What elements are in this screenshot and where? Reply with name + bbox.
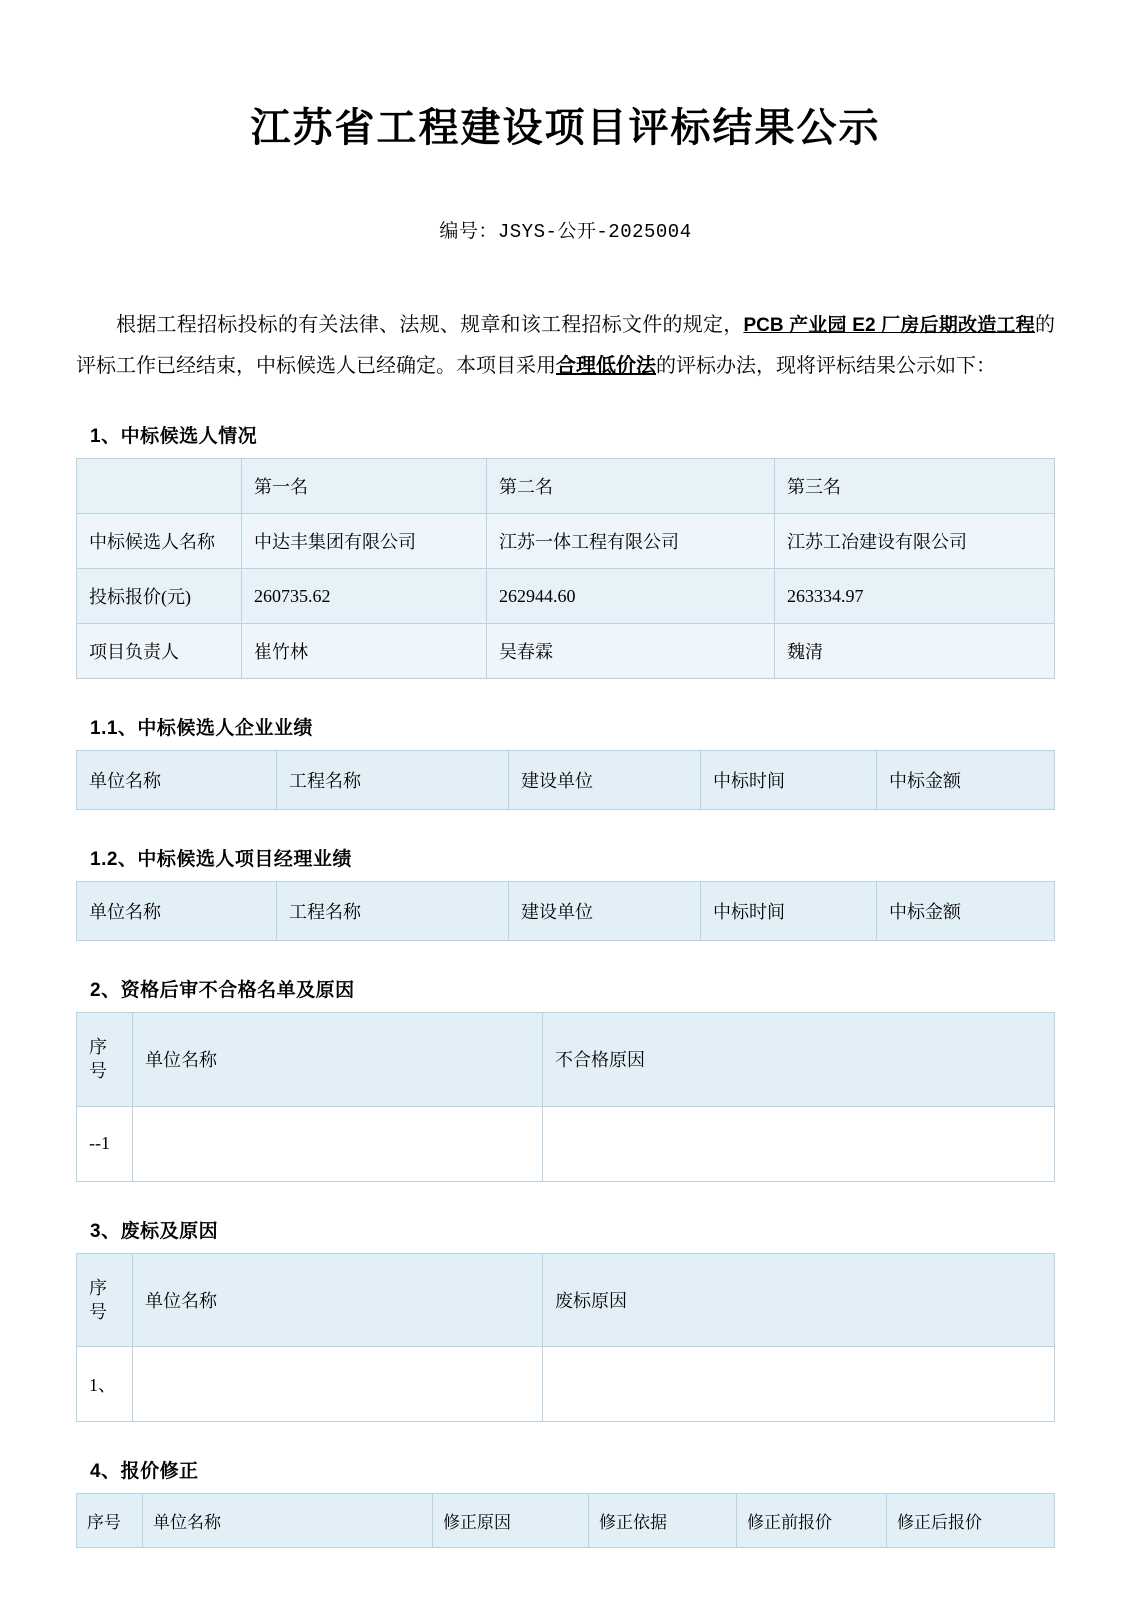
candidate-1-name: 中达丰集团有限公司	[242, 514, 487, 569]
candidate-2-manager: 吴春霖	[487, 624, 775, 679]
table-row	[77, 882, 1055, 941]
candidate-3-price: 263334.97	[775, 569, 1055, 624]
section-heading-price-correction: 4、报价修正	[90, 1461, 199, 1483]
candidate-2-price: 262944.60	[487, 569, 775, 624]
table-row	[77, 1253, 1055, 1347]
table-row	[77, 1347, 1055, 1422]
candidates-table	[76, 458, 1055, 679]
unqualified-col-unit: 单位名称	[133, 1013, 543, 1107]
table-row	[77, 1494, 1055, 1548]
intro-project-name: PCB 产业园 E2 厂房后期改造工程	[743, 315, 1035, 336]
correction-col-before: 修正前报价	[737, 1494, 887, 1548]
correction-col-unit: 单位名称	[143, 1494, 433, 1548]
candidate-3-name: 江苏工冶建设有限公司	[775, 514, 1055, 569]
correction-col-after: 修正后报价	[887, 1494, 1055, 1548]
invalid-row-seq: 1、	[77, 1347, 133, 1422]
candidates-col-3: 第三名	[775, 459, 1055, 514]
unqualified-row-seq: --1	[77, 1106, 133, 1181]
table-row	[77, 569, 1055, 624]
correction-col-reason: 修正原因	[433, 1494, 589, 1548]
correction-col-seq: 序号	[77, 1494, 143, 1548]
row-label-manager: 项目负责人	[77, 624, 242, 679]
manager-col-amount: 中标金额	[877, 882, 1055, 941]
unqualified-col-seq: 序号	[77, 1013, 133, 1107]
correction-col-basis: 修正依据	[589, 1494, 737, 1548]
manager-col-unit: 单位名称	[77, 882, 277, 941]
manager-col-date: 中标时间	[701, 882, 877, 941]
enterprise-performance-table	[76, 750, 1055, 810]
candidates-col-1: 第一名	[242, 459, 487, 514]
intro-paragraph	[76, 305, 1055, 387]
intro-evaluation-method: 合理低价法	[556, 355, 656, 377]
table-row	[77, 514, 1055, 569]
intro-text-part2: 的评标工作已经结束，中标候选人已经确定。本项目采用	[76, 314, 1055, 377]
table-row	[77, 1013, 1055, 1107]
invalid-col-unit: 单位名称	[133, 1253, 543, 1347]
intro-text-part1: 根据工程招标投标的有关法律、法规、规章和该工程招标文件的规定，	[116, 314, 744, 336]
invalid-col-reason: 废标原因	[543, 1253, 1055, 1347]
section-heading-unqualified: 2、资格后审不合格名单及原因	[90, 980, 355, 1001]
candidate-1-manager: 崔竹林	[242, 624, 487, 679]
section-heading-invalid-bids: 3、废标及原因	[90, 1220, 219, 1242]
section-heading-manager-performance: 1.2、中标候选人项目经理业绩	[90, 849, 352, 870]
invalid-row-unit	[133, 1347, 543, 1422]
manager-performance-table	[76, 881, 1055, 941]
intro-text-part3: 的评标办法，现将评标结果公示如下：	[656, 355, 996, 377]
unqualified-row-unit	[133, 1106, 543, 1181]
manager-col-project: 工程名称	[277, 882, 509, 941]
enterprise-col-unit: 单位名称	[77, 751, 277, 810]
candidate-2-name: 江苏一体工程有限公司	[487, 514, 775, 569]
unqualified-col-reason: 不合格原因	[543, 1013, 1055, 1107]
document-number: 编号：JSYS-公开-2025004	[439, 221, 692, 243]
enterprise-col-date: 中标时间	[701, 751, 877, 810]
unqualified-table	[76, 1012, 1055, 1182]
enterprise-col-project: 工程名称	[277, 751, 509, 810]
enterprise-col-amount: 中标金额	[877, 751, 1055, 810]
unqualified-row-reason	[543, 1106, 1055, 1181]
section-heading-enterprise-performance: 1.1、中标候选人企业业绩	[90, 718, 313, 739]
row-label-name: 中标候选人名称	[77, 514, 242, 569]
row-label-price: 投标报价(元)	[77, 569, 242, 624]
enterprise-col-owner: 建设单位	[509, 751, 701, 810]
table-row	[77, 459, 1055, 514]
table-row	[77, 1106, 1055, 1181]
table-row	[77, 751, 1055, 810]
candidate-1-price: 260735.62	[242, 569, 487, 624]
manager-col-owner: 建设单位	[509, 882, 701, 941]
candidates-col-0	[77, 459, 242, 514]
candidates-col-2: 第二名	[487, 459, 775, 514]
page-title: 江苏省工程建设项目评标结果公示	[250, 106, 881, 150]
table-row	[77, 624, 1055, 679]
section-heading-candidates: 1、中标候选人情况	[90, 426, 258, 447]
invalid-bids-table	[76, 1253, 1055, 1423]
price-correction-table	[76, 1493, 1055, 1548]
invalid-col-seq: 序号	[77, 1253, 133, 1347]
invalid-row-reason	[543, 1347, 1055, 1422]
candidate-3-manager: 魏清	[775, 624, 1055, 679]
